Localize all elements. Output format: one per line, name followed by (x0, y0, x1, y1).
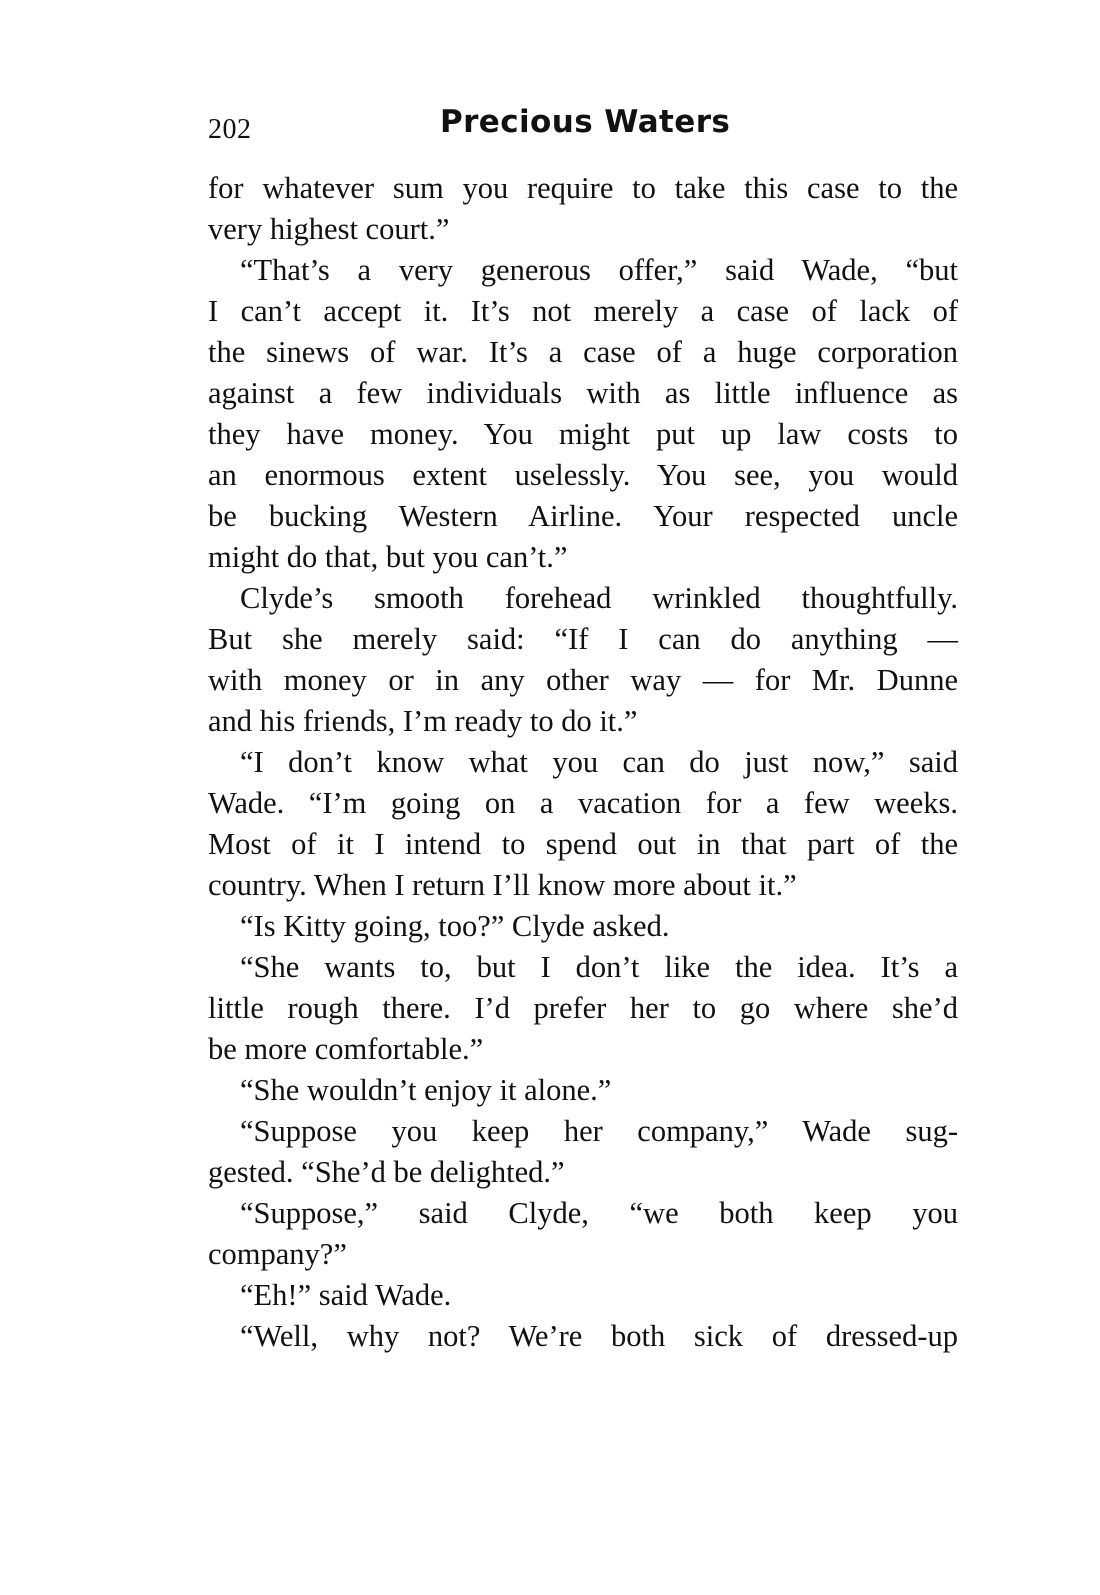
text-line: Wade. “I’m going on a vacation for a few weeks. (208, 786, 958, 820)
text-line: country. When I return I’ll know more about it.” (208, 868, 797, 902)
text-line: an enormous extent uselessly. You see, you would (208, 458, 958, 492)
text-line: “She wouldn’t enjoy it alone.” (240, 1073, 612, 1107)
text-line: company?” (208, 1237, 347, 1271)
text-line: against a few individuals with as little influence as (208, 376, 958, 410)
text-line: “Eh!” said Wade. (240, 1278, 452, 1312)
text-line: little rough there. I’d prefer her to go where she’d (208, 991, 958, 1025)
text-line: and his friends, I’m ready to do it.” (208, 704, 638, 738)
page-number: 202 (208, 114, 252, 145)
text-line: “Is Kitty going, too?” Clyde asked. (240, 909, 670, 943)
text-line: Most of it I intend to spend out in that part of the (208, 827, 958, 861)
body-text (208, 168, 958, 1357)
book-title: Precious Waters (440, 104, 731, 140)
text-line: gested. “She’d be delighted.” (208, 1155, 565, 1189)
text-line: might do that, but you can’t.” (208, 540, 568, 574)
text-line: “I don’t know what you can do just now,” said (240, 745, 958, 779)
text-line: But she merely said: “If I can do anything — (208, 622, 958, 656)
text-line: with money or in any other way — for Mr. Dunne (208, 663, 958, 697)
text-line: “Suppose,” said Clyde, “we both keep you (240, 1196, 958, 1230)
text-line: “That’s a very generous offer,” said Wade, “but (240, 253, 958, 287)
text-line: the sinews of war. It’s a case of a huge corporation (208, 335, 958, 369)
text-line: they have money. You might put up law costs to (208, 417, 958, 451)
text-line: very highest court.” (208, 212, 450, 246)
text-line: for whatever sum you require to take this case to the (208, 171, 958, 205)
text-line: be bucking Western Airline. Your respected uncle (208, 499, 958, 533)
text-line: “Well, why not? We’re both sick of dressed-up (240, 1319, 958, 1353)
text-line: “Suppose you keep her company,” Wade sug- (240, 1114, 958, 1148)
text-line: Clyde’s smooth forehead wrinkled thoughtfully. (240, 581, 958, 615)
running-head (208, 104, 960, 148)
text-line: “She wants to, but I don’t like the idea. It’s a (240, 950, 958, 984)
text-line: I can’t accept it. It’s not merely a case of lack of (208, 294, 958, 328)
text-line: be more comfortable.” (208, 1032, 484, 1066)
